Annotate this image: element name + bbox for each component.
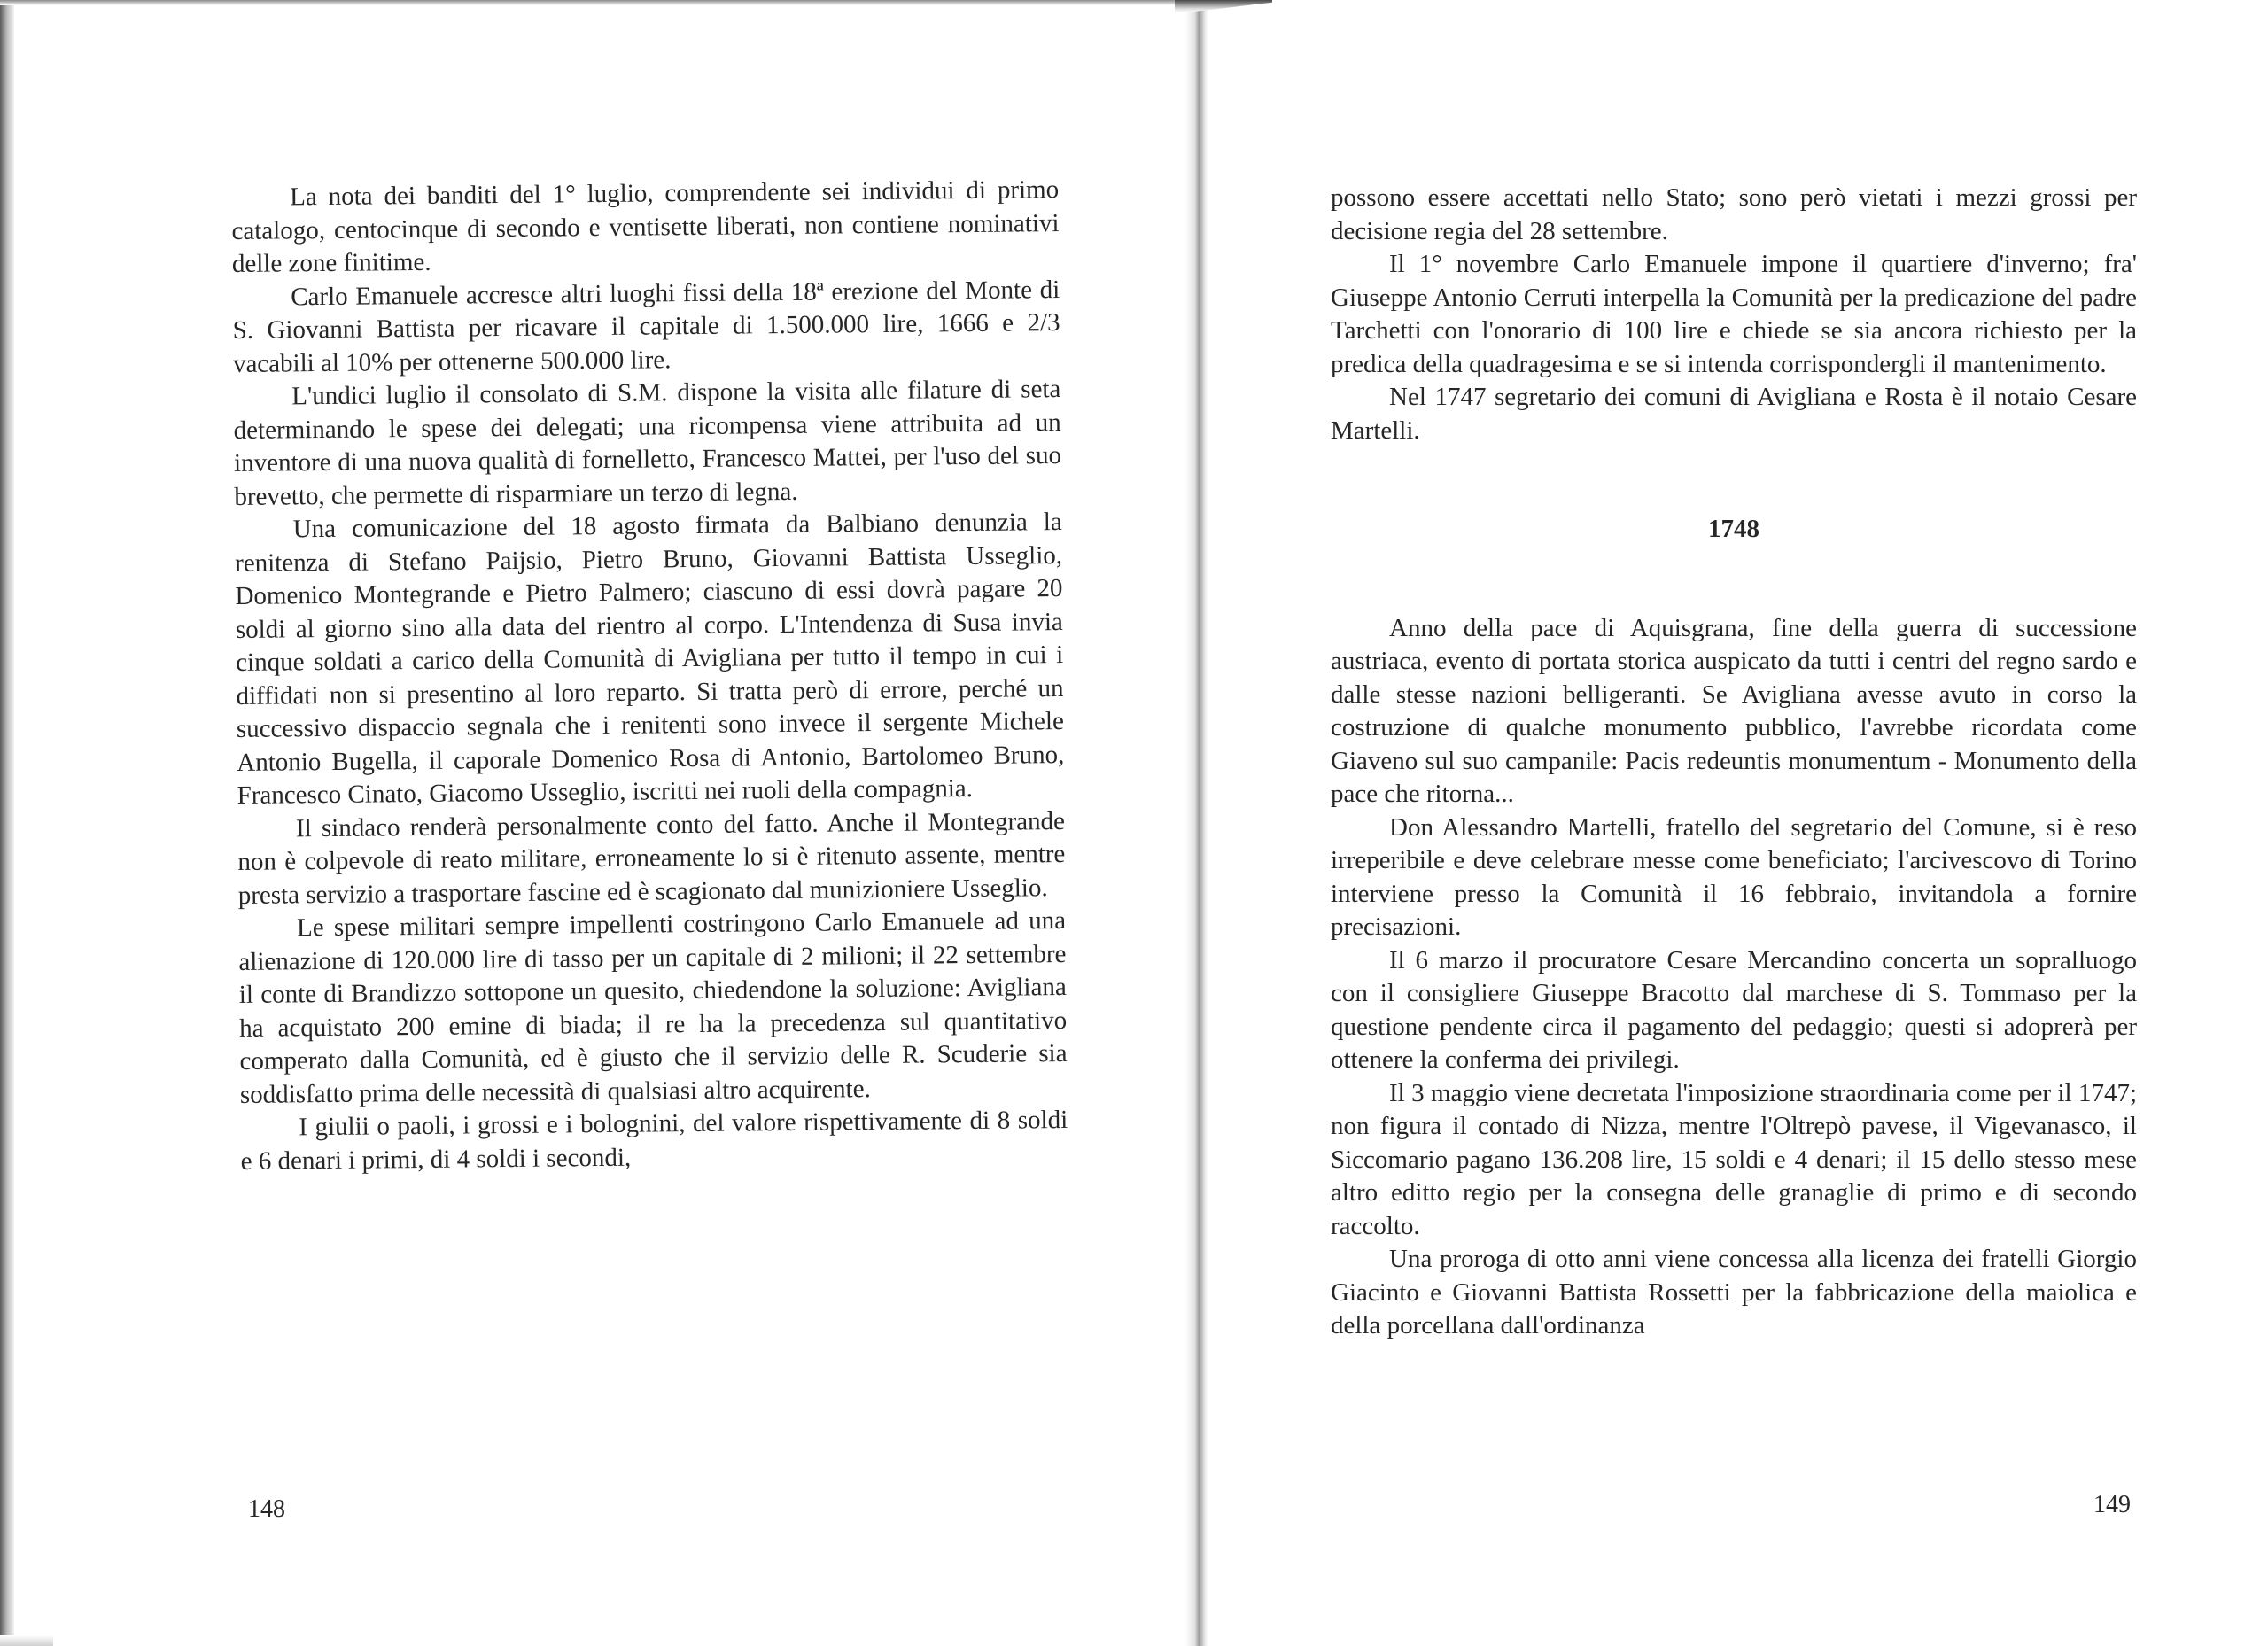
page-edge-shadow-bottom — [0, 1635, 53, 1646]
paragraph: Una proroga di otto anni viene concessa alla licenza dei fratelli Giorgio Giacinto e Giovanni Battista Rossetti per la fabbricazione della maiolica e della porcellana dall'ordinanza — [1331, 1245, 2137, 1339]
paragraph: Carlo Emanuele accresce altri luoghi fissi della 18ª erezione del Monte di S. Giovanni Battista per ricavare il capitale di 1.500.000 lire, 1666 e 2/3 vacabili al 10% per ottenerne 500.000 lire. — [232, 275, 1060, 378]
paragraph: Le spese militari sempre impellenti costringono Carlo Emanuele ad una alienazione di 120.000 lire di tasso per un capitale di 2 milioni; il 22 settembre il conte di Brandizzo sottopone un quesito, chiedendone la soluzione: Avigliana ha acquistato 200 emine di biada; il re ha la precedenza sul quantitativo comperato dalla Comunità, ed è giusto che il servizio delle R. Scuderie sia soddisfatto prima delle necessità di qualsiasi altro acquirente. — [238, 905, 1068, 1109]
page-edge-shadow-top — [0, 0, 1205, 5]
paragraph: Anno della pace di Aquisgrana, fine della guerra di successione austriaca, evento di portata storica auspicato da tutti i centri del regno sardo e dalle stesse nazioni belligeranti. Se Avigliana avesse avuto in corso la costruzione di qualche monumento pubblico, l'avrebbe ricordata come Giaveno sul suo campanile: Pacis redeuntis monumentum - Monumento della pace che ritorna... — [1331, 613, 2137, 808]
left-page — [231, 174, 1068, 1178]
year-heading: 1748 — [1708, 515, 1759, 543]
paragraph: I giulii o paoli, i grossi e i bolognini, del valore rispettivamente di 8 soldi e 6 denari i primi, di 4 soldi i secondi, — [240, 1105, 1068, 1176]
paragraph: Nel 1747 segretario dei comuni di Avigliana e Rosta è il notaio Cesare Martelli. — [1331, 383, 2137, 445]
paragraph-continuation: possono essere accettati nello Stato; sono però vietati i mezzi grossi per decisione regia del 28 settembre. — [1331, 183, 2137, 245]
paragraph: L'undici luglio il consolato di S.M. dispone la visita alle filature di seta determinando le spese dei delegati; una ricompensa viene attribuita ad un inventore di una nuova qualità di fornelletto, Francesco Mattei, per l'uso del suo brevetto, che permette di risparmiare un terzo di legna. — [233, 375, 1062, 511]
paragraph: Don Alessandro Martelli, fratello del segretario del Comune, si è reso irreperibile e deve celebrare messe come beneficiato; l'arcivescovo di Torino interviene presso la Comunità il 16 febbraio, invitandola a fornire precisazioni. — [1331, 812, 2137, 941]
book-gutter — [1185, 0, 1208, 1646]
gutter-top-shadow — [1175, 0, 1272, 12]
paragraph: Il sindaco renderà personalmente conto del fatto. Anche il Montegrande non è colpevole di reato militare, erroneamente lo si è ritenuto assente, mentre presta servizio a trasportare fascine ed è scagionato dal munizioniere Usseglio. — [237, 806, 1066, 910]
page-number-right: 149 — [2093, 1491, 2131, 1518]
page-number-left: 148 — [248, 1495, 285, 1523]
page-edge-shadow-left — [0, 0, 14, 1646]
paragraph: Il 3 maggio viene decretata l'imposizione straordinaria come per il 1747; non figura il contado di Nizza, mentre l'Oltrepò pavese, il Vigevanasco, il Siccomario pagano 136.208 lire, 15 soldi e 4 denari; il 15 dello stesso mese altro editto regio per la consegna delle granaglie di primo e di secondo raccolto. — [1331, 1078, 2137, 1240]
paragraph: Una comunicazione del 18 agosto firmata da Balbiano denunzia la renitenza di Stefano Paijsio, Pietro Bruno, Giovanni Battista Usseglio, Domenico Montegrande e Pietro Palmero; ciascuno di essi dovrà pagare 20 soldi al giorno sino alla data del rientro al corpo. L'Intendenza di Susa invia cinque soldati a carico della Comunità di Avigliana per tutto il tempo in cui i diffidati non si presentino al loro reparto. Si tratta però di errore, perché un successivo dispaccio segnala che i renitenti sono invece il sergente Michele Antonio Bugella, il caporale Domenico Rosa di Antonio, Bartolomeo Bruno, Francesco Cinato, Giacomo Usseglio, iscritti nei ruoli della compagnia. — [234, 508, 1065, 810]
paragraph: La nota dei banditi del 1° luglio, comprendente sei individui di primo catalogo, centocinque di secondo e ventisette liberati, non contiene nominativi delle zone finitime. — [231, 175, 1060, 278]
paragraph: Il 6 marzo il procuratore Cesare Mercandino concerta un sopralluogo con il consigliere Giuseppe Bracotto dal marchese di S. Tommaso per la questione pendente circa il pagamento del pedaggio; questi si adoprerà per ottenere la conferma dei privilegi. — [1331, 945, 2137, 1074]
paragraph: Il 1° novembre Carlo Emanuele impone il quartiere d'inverno; fra' Giuseppe Antonio Cerruti interpella la Comunità per la predicazione del padre Tarchetti con l'onorario di 100 lire e chiede se sia ancora richiesto per la predica della quadragesima e se si intenda corrispondergli il mantenimento. — [1331, 250, 2137, 378]
right-page — [1331, 182, 2137, 1343]
